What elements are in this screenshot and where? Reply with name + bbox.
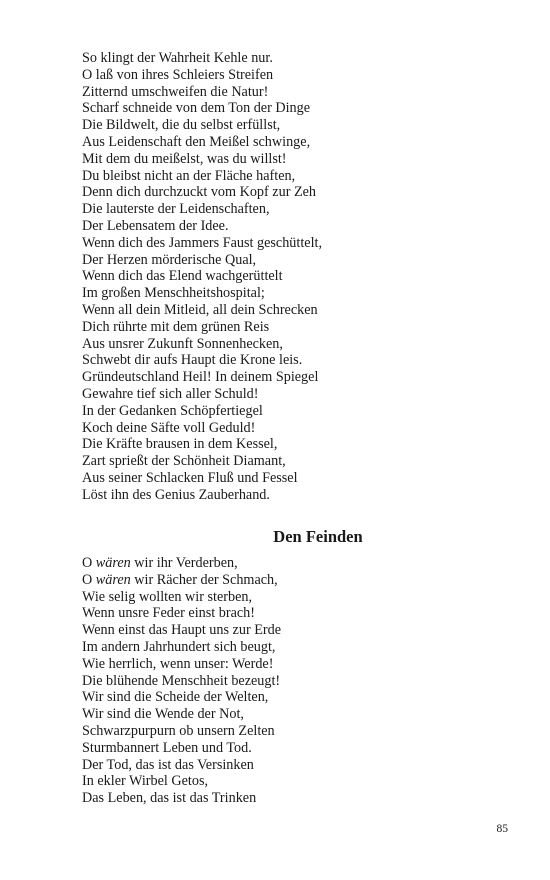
line-text: Wir sind die Wende der Not, (82, 706, 244, 723)
poem-line: Zitternd umschweifen die Natur! (82, 83, 269, 100)
line-text: Schwarzpurpurn ob unsern Zelten (82, 722, 275, 739)
poem-line: Scharf schneide von dem Ton der Dinge (82, 100, 311, 117)
line-text: O (82, 555, 96, 571)
poem-line (82, 589, 281, 606)
poem-line: Der Lebensatem der Idee. (82, 217, 229, 234)
poem-line: Schwebt dir aufs Haupt die Krone leis. (82, 352, 303, 369)
emphasized-word: wären (95, 555, 131, 571)
poem-line: Die Kräfte brausen in dem Kessel, (82, 436, 278, 453)
line-text: Sturmbannert Leben und Tod. (82, 739, 252, 756)
poem-line: In der Gedanken Schöpfertiegel (82, 402, 263, 419)
poem-line (82, 639, 281, 656)
poem-line (82, 757, 281, 774)
poem-line: Gründeutschland Heil! In deinem Spiegel (82, 369, 319, 386)
line-text: O (82, 571, 96, 588)
poem-line (82, 689, 281, 706)
poem-line: Aus Leidenschaft den Meißel schwinge, (82, 133, 311, 150)
poem-line: Wenn dich des Jammers Faust geschüttelt, (82, 234, 322, 251)
poem-line (82, 790, 281, 807)
poem-line: Du bleibst nicht an der Fläche haften, (82, 167, 296, 184)
poem-line: Koch deine Säfte voll Geduld! (82, 419, 256, 436)
poem-line: Wenn all dein Mitleid, all dein Schrecken (82, 301, 318, 318)
poem-line (82, 555, 281, 572)
poem-line: O laß von ihres Schleiers Streifen (82, 66, 274, 83)
poem-line (82, 706, 281, 723)
poem-line (82, 605, 281, 622)
poem-line (82, 740, 281, 757)
poem-line (82, 673, 281, 690)
poem-line: So klingt der Wahrheit Kehle nur. (82, 50, 273, 66)
poem-line: Der Herzen mörderische Qual, (82, 251, 257, 268)
line-text: Wenn einst das Haupt uns zur Erde (82, 622, 282, 639)
poem-title-text: Den Feinden (273, 527, 363, 546)
poem-line: Dich rührte mit dem grünen Reis (82, 318, 270, 335)
line-text: Wir sind die Scheide der Welten, (82, 689, 269, 706)
poem-line (82, 723, 281, 740)
poem-den-feinden (82, 555, 281, 807)
poem-line: Die Bildwelt, die du selbst erfüllst, (82, 117, 281, 134)
poem-line (82, 622, 281, 639)
line-text: Die blühende Menschheit bezeugt! (82, 672, 281, 689)
line-text: Wie herrlich, wenn unser: Werde! (82, 655, 274, 672)
poem-line: Wenn dich das Elend wachgerüttelt (82, 268, 283, 285)
poem-line: Gewahre tief sich aller Schuld! (82, 385, 259, 402)
line-text: Der Tod, das ist das Versinken (82, 756, 254, 773)
poem-continuation (82, 50, 322, 504)
emphasized-word: wären (95, 571, 131, 588)
page-number: 85 (496, 823, 508, 835)
poem-line: Löst ihn des Genius Zauberhand. (82, 486, 270, 503)
poem-line: Aus unsrer Zukunft Sonnenhecken, (82, 335, 283, 352)
poem-line (82, 656, 281, 673)
poem-title (0, 527, 550, 547)
line-text: wir ihr Verderben, (130, 555, 238, 571)
line-text: Im andern Jahrhundert sich beugt, (82, 638, 276, 655)
line-text: wir Rächer der Schmach, (130, 571, 278, 588)
poem-line (82, 773, 281, 790)
line-text: Wenn unsre Feder einst brach! (82, 605, 255, 622)
poem-line: Im großen Menschheitshospital; (82, 285, 265, 302)
line-text: Wie selig wollten wir sterben, (82, 588, 253, 605)
poem-line: Aus seiner Schlacken Fluß und Fessel (82, 469, 298, 486)
poem-line (82, 572, 281, 589)
line-text: Das Leben, das ist das Trinken (82, 790, 257, 807)
line-text: In ekler Wirbel Getos, (82, 773, 209, 790)
poem-line: Mit dem du meißelst, was du willst! (82, 150, 287, 167)
poem-line: Die lauterste der Leidenschaften, (82, 201, 270, 218)
poem-line: Denn dich durchzuckt vom Kopf zur Zeh (82, 184, 317, 201)
poem-line: Zart sprießt der Schönheit Diamant, (82, 453, 286, 470)
